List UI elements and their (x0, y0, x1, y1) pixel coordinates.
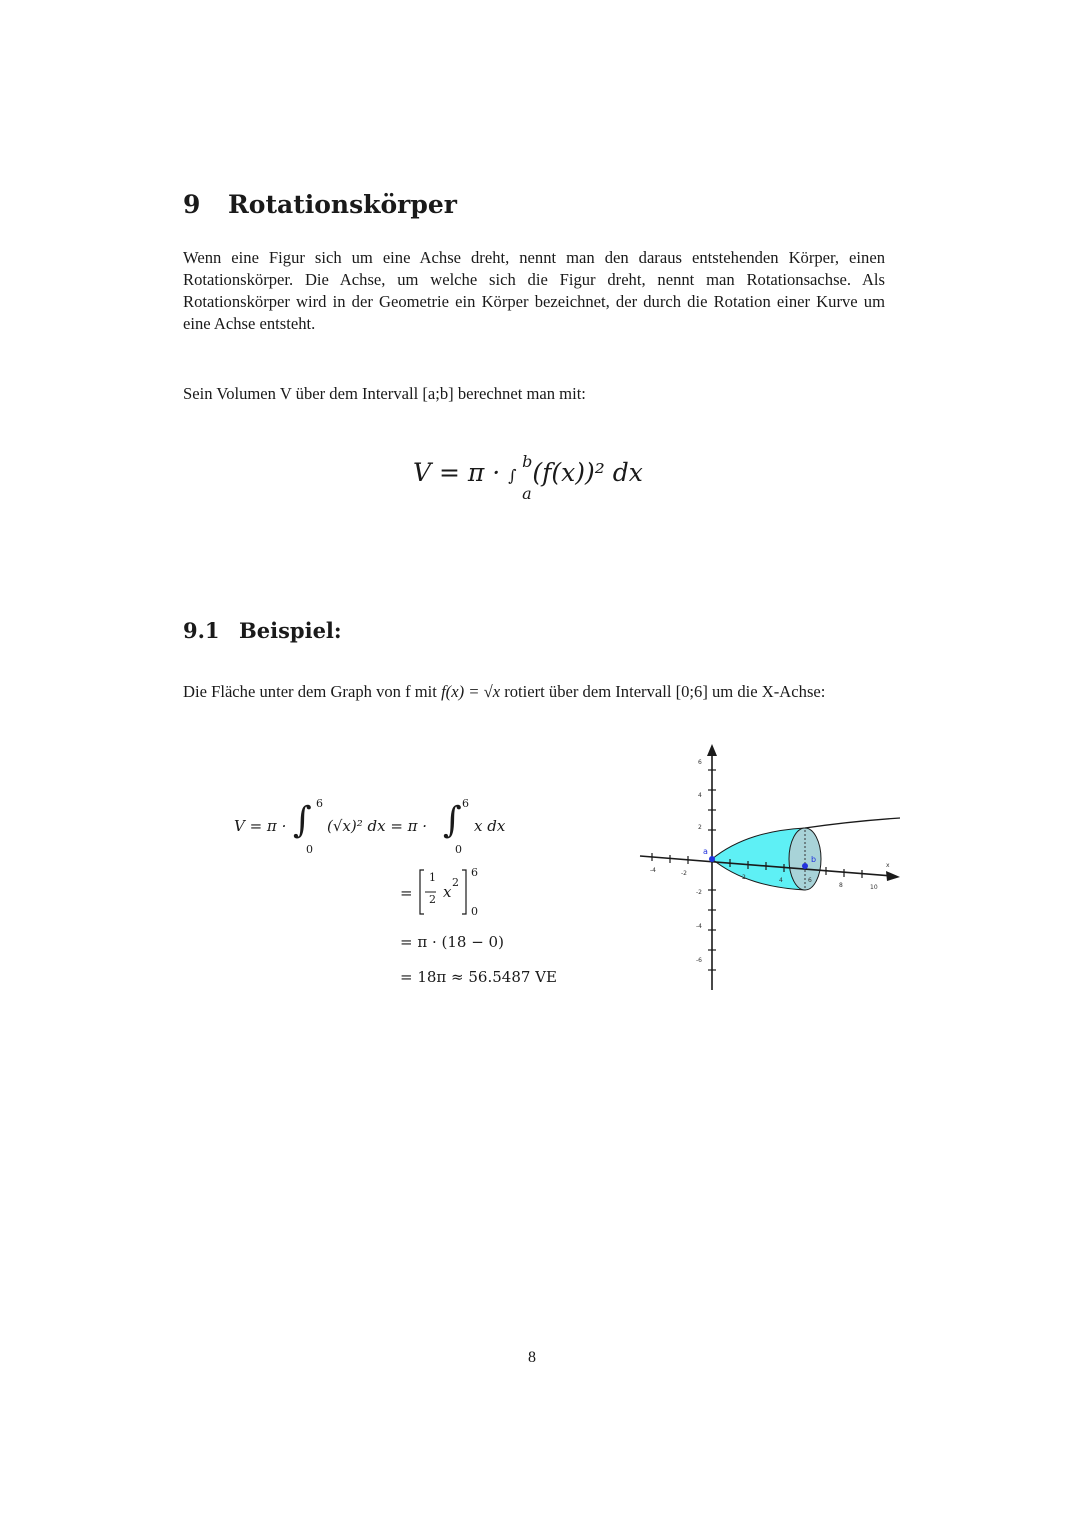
y-tick-label: 6 (698, 759, 702, 766)
calc-integral1-sign: ∫ (293, 800, 312, 841)
integral-upper-bound: b (522, 452, 533, 471)
section-number: 9 (183, 190, 201, 219)
calc-line2-term: x (443, 883, 452, 901)
calc-line4: = 18π ≈ 56.5487 VE (400, 968, 557, 986)
x-tick-label: 10 (870, 884, 878, 891)
y-tick-label: 4 (698, 792, 702, 799)
subsection-title: Beispiel: (239, 618, 342, 643)
example-text-before: Die Fläche unter dem Graph von f mit (183, 682, 442, 701)
formula-lhs: V = π · (413, 458, 509, 487)
x-tick-label: 6 (808, 877, 812, 884)
point-a-label: a (703, 847, 708, 856)
integral-sign: ∫ (508, 466, 517, 485)
x-tick-label: -4 (650, 867, 656, 874)
y-tick-label: -4 (696, 923, 702, 930)
subsection-number: 9.1 (183, 618, 220, 643)
x-tick-label: 8 (839, 882, 843, 889)
calc-integral1-lower: 0 (306, 843, 313, 856)
page-number: 8 (528, 1349, 536, 1366)
point-a (709, 856, 715, 862)
point-b (802, 863, 808, 869)
calc-line2-eq: = (400, 884, 413, 902)
example-text-after: rotiert über dem Intervall [0;6] um die X-Achse: (500, 682, 826, 701)
y-tick-label: -6 (696, 957, 702, 964)
calc-line1-lhs: V = π · (234, 817, 287, 835)
calc-integral2-sign: ∫ (443, 800, 462, 841)
x-axis-arrow (886, 871, 900, 881)
example-function: f(x) = √x (441, 682, 501, 701)
calc-fraction-denominator: 2 (429, 893, 436, 906)
volume-intro-text: Sein Volumen V über dem Intervall [a;b] berechnet man mit: (183, 384, 586, 403)
calc-bracket-upper: 6 (471, 866, 478, 879)
x-tick-label: 2 (742, 874, 746, 881)
calc-bracket-lower: 0 (471, 905, 478, 918)
calc-integral1-integrand: (√x)² dx = π · (327, 817, 428, 835)
calc-integral2-lower: 0 (455, 843, 462, 856)
calc-fraction-numerator: 1 (429, 871, 436, 884)
calc-integral2-upper: 6 (462, 797, 469, 810)
rotation-body-figure (630, 740, 910, 1000)
point-b-label: b (811, 855, 817, 864)
calc-line3: = π · (18 − 0) (400, 933, 504, 951)
x-tick-label: 4 (779, 877, 783, 884)
calc-integral2-integrand: x dx (474, 817, 506, 835)
calc-line2-exponent: 2 (452, 876, 459, 889)
formula-integrand: (f(x))² dx (532, 458, 643, 487)
x-tick-label: -2 (681, 870, 687, 877)
intro-paragraph: Wenn eine Figur sich um eine Achse dreht, nennt man den daraus entstehenden Körper, einen Rotationskörper. Die Achse, um welche sich die Figur dreht, nennt man Rotationsachse. Als Rotationskörper wird in der Geometrie ein Körper bezeichnet, der durch die Rotation einer Kurve um eine Achse entsteht. (183, 248, 885, 333)
function-curve (805, 818, 900, 828)
integral-lower-bound: a (522, 484, 532, 503)
calc-integral1-upper: 6 (316, 797, 323, 810)
y-tick-label: -2 (696, 889, 702, 896)
calculation-block (0, 0, 643, 1000)
y-tick-label: 2 (698, 824, 702, 831)
x-axis-label: x (886, 862, 890, 869)
section-title: Rotationskörper (228, 190, 457, 219)
y-axis-arrow (707, 744, 717, 756)
